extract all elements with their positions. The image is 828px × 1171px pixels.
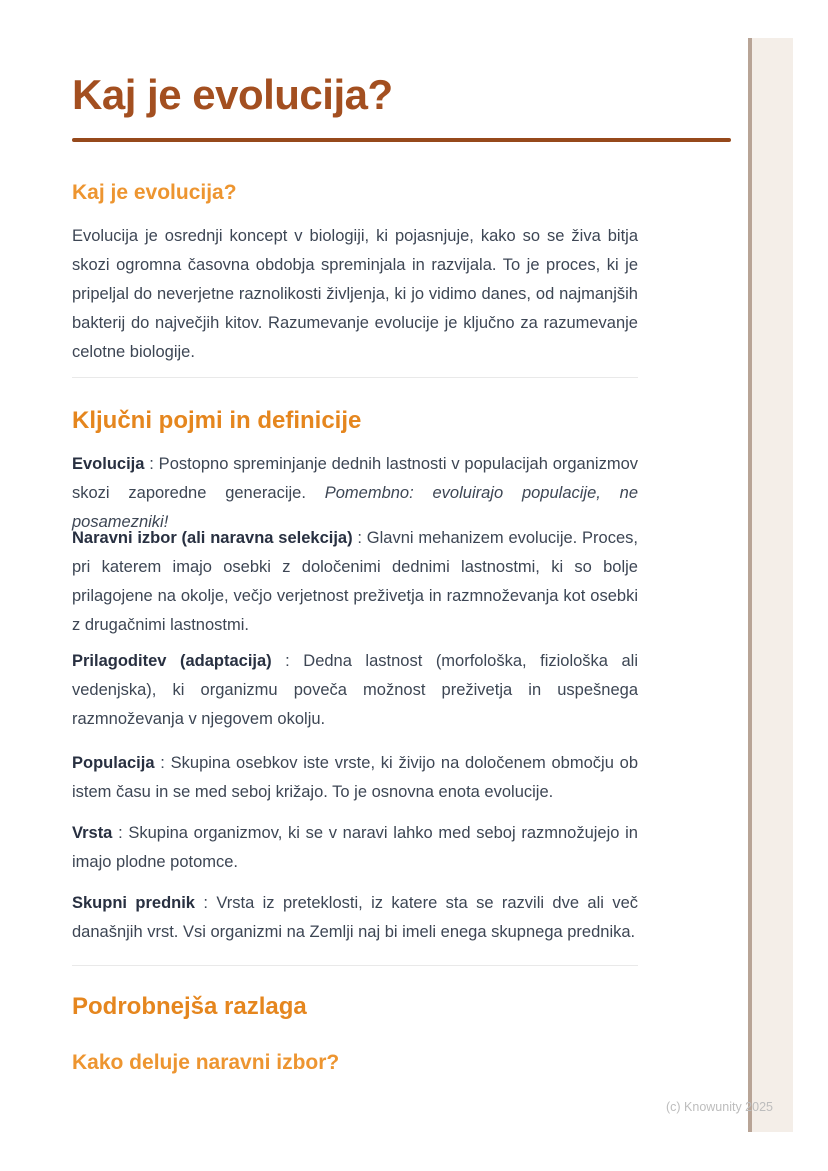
definition-text: : Vrsta iz preteklosti, iz katere sta se razvili dve ali več današnjih vrst. Vsi organizmi na Zemlji naj bi imeli enega skupnega prednika.: [72, 894, 638, 941]
definition-skupni-prednik: [72, 889, 638, 947]
definition-vrsta: [72, 819, 638, 877]
definition-text: : Glavni mehanizem evolucije. Proces, pri katerem imajo osebki z določenimi dednimi lastnostmi, ki so bolje prilagojene na okolje, večjo verjetnost preživetja in razmnoževanja kot osebki z drugačnimi lastnostmi.: [72, 529, 638, 634]
definition-text: : Skupina organizmov, ki se v naravi lahko med seboj razmnožujejo in imajo plodne potomce.: [72, 824, 638, 871]
intro-paragraph: Evolucija je osrednji koncept v biologiji, ki pojasnjuje, kako so se živa bitja skozi ogromna časovna obdobja spreminjala in razvijala. To je proces, ki je pripeljal do neverjetne raznolikosti življenja, ki jo vidimo danes, od najmanjših bakterij do največjih kitov. Razumevanje evolucije je ključno za razumevanje celotne biologije.: [72, 227, 638, 361]
title-underline-rule: [72, 138, 731, 142]
page-title: Kaj je evolucija?: [72, 71, 393, 118]
detail-heading: Podrobnejša razlaga: [72, 993, 307, 1020]
definition-text: : Postopno spreminjanje dednih lastnosti v populacijah organizmov skozi zaporedne generacije.: [72, 455, 638, 502]
next-page-edge: [748, 38, 793, 1132]
definition-term: Vrsta: [72, 824, 113, 842]
definition-term: Prilagoditev (adaptacija): [72, 652, 272, 670]
definition-naravni-izbor: [72, 524, 638, 640]
key-terms-heading: Ključni pojmi in definicije: [72, 407, 362, 434]
definition-term: Skupni prednik: [72, 894, 195, 912]
definition-text: : Skupina osebkov iste vrste, ki živijo na določenem območju ob istem času in se med seboj križajo. To je osnovna enota evolucije.: [72, 754, 638, 801]
definition-prilagoditev: [72, 647, 638, 734]
definition-term: Naravni izbor (ali naravna selekcija): [72, 529, 353, 547]
definition-text: : Dedna lastnost (morfološka, fiziološka ali vedenjska), ki organizmu poveča možnost preživetja in uspešnega razmnoževanja v njegovem okolju.: [72, 652, 638, 728]
definition-term: Evolucija: [72, 455, 145, 473]
copyright-footer: (c) Knowunity 2025: [665, 1100, 773, 1114]
definition-term: Populacija: [72, 754, 155, 772]
definition-note-italic: Pomembno: evoluirajo populacije, ne posamezniki!: [72, 484, 638, 531]
section-divider: [72, 965, 638, 966]
section-divider: [72, 377, 638, 378]
intro-heading: Kaj je evolucija?: [72, 181, 237, 204]
definition-populacija: [72, 749, 638, 807]
detail-subheading: Kako deluje naravni izbor?: [72, 1051, 340, 1074]
